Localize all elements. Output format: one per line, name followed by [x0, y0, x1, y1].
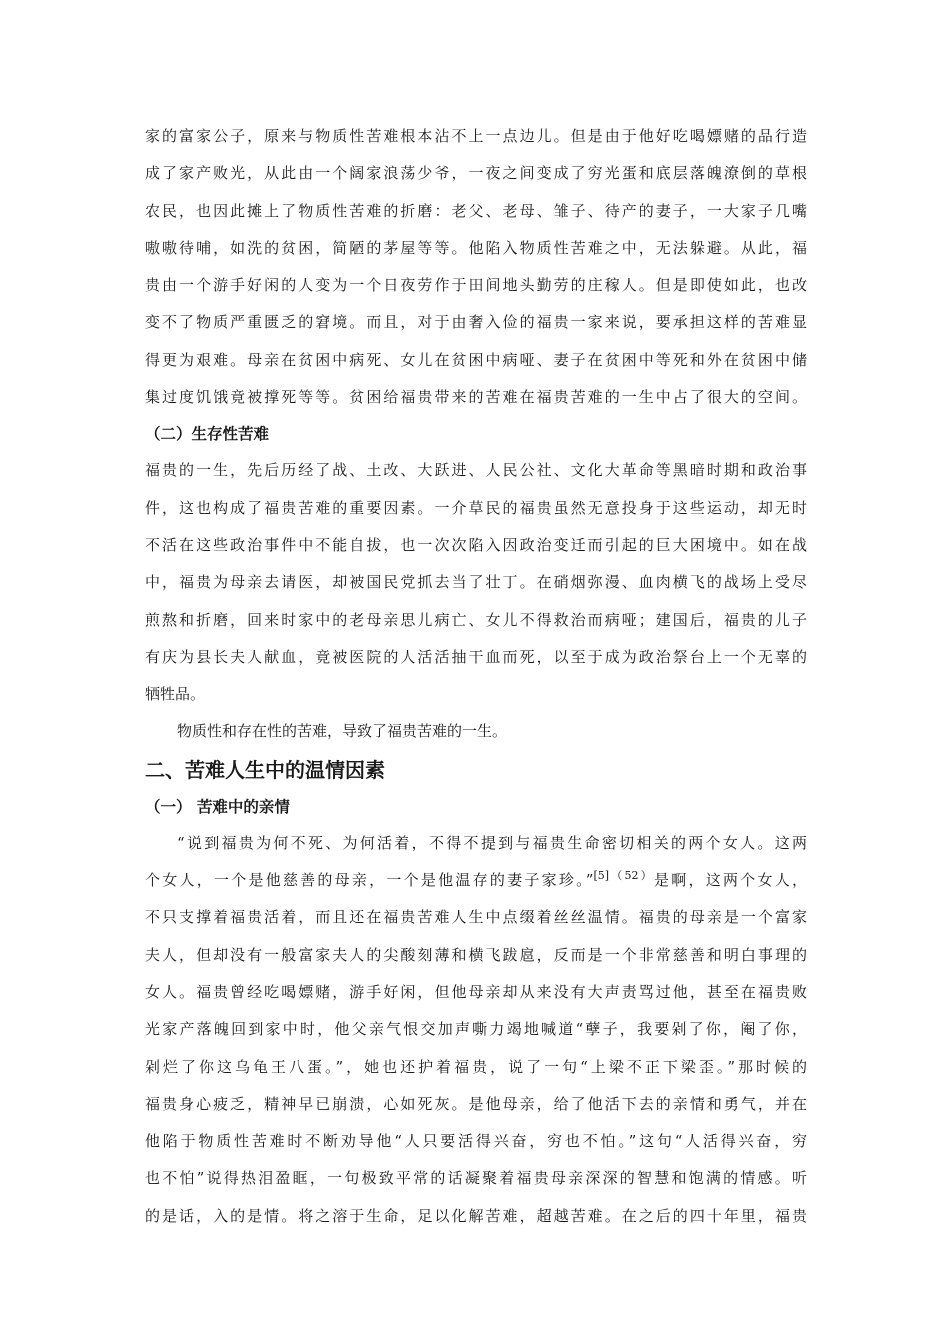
chapter-heading-warmth: 二、苦难人生中的温情因素 — [145, 757, 385, 782]
text-line: “说到福贵为何不死、为何活着，不得不提到与福贵生命密切相关的两个女人。这两 — [177, 833, 807, 852]
text-line: 煎熬和折磨，回来时家中的老母亲思儿病亡、女儿不得救治而病哑；建国后，福贵的儿子 — [145, 610, 807, 629]
text-line: 件，这也构成了福贵苦难的重要因素。一介草民的福贵虽然无意投身于这些运动，却无时 — [145, 498, 807, 517]
text-line: 集过度饥饿竟被撑死等等。贫困给福贵带来的苦难在福贵苦难的一生中占了很大的空间。 — [145, 388, 807, 407]
text-line: 贵由一个游手好闲的人变为一个日夜劳作于田间地头勤劳的庄稼人。但是即使如此，也改 — [145, 276, 807, 295]
text-line: 的是话，入的是情。将之溶于生命，足以化解苦难，超越苦难。在之后的四十年里，福贵 — [145, 1206, 807, 1225]
paragraph-material-hardship — [145, 118, 807, 416]
text-line: 农民，也因此摊上了物质性苦难的折磨：老父、老母、雏子、待产的妻子，一大家子几嘴 — [145, 201, 807, 220]
section-heading-family-love: （一） 苦难中的亲情 — [145, 797, 290, 816]
text-line: 不只支撑着福贵活着，而且还在福贵苦难人生中点缀着丝丝温情。福贵的母亲是一个富家 — [145, 908, 807, 927]
text-line: 有庆为县长夫人献血，竟被医院的人活活抽干血而死，以至于成为政治祭台上一个无辜的 — [145, 647, 807, 666]
text-line: 牺牲品。 — [145, 685, 206, 704]
text-line: 他陷于物质性苦难时不断劝导他“人只要活得兴奋，穷也不怕。”这句“人活得兴奋，穷 — [145, 1132, 807, 1151]
text-line: 中，福贵为母亲去请医，却被国民党抓去当了壮丁。在硝烟弥漫、血肉横飞的战场上受尽 — [145, 573, 807, 592]
text-line: 成了家产败光，从此由一个阔家浪荡少爷，一夜之间变成了穷光蛋和底层落魄潦倒的草根 — [145, 164, 807, 183]
text-line: 嗷嗷待哺，如洗的贫困，简陋的茅屋等等。他陷入物质性苦难之中，无法躲避。从此，福 — [145, 238, 807, 257]
section-heading-survival-hardship: （二）生存性苦难 — [145, 425, 270, 444]
text-line: 变不了物质严重匮乏的窘境。而且，对于由奢入俭的福贵一家来说，要承担这样的苦难显 — [145, 313, 807, 332]
document-page — [145, 118, 807, 1235]
text-span: 是啊，这两个女人， — [654, 871, 807, 890]
citation-mark: [5]（52） — [593, 869, 655, 883]
text-line: 夫人，但却没有一般富家夫人的尖酸刻薄和横飞跋扈，反而是一个非常慈善和明白事理的 — [145, 945, 807, 964]
paragraph-survival-hardship — [145, 452, 807, 713]
paragraph-family-love — [145, 825, 807, 1235]
text-span: 个女人，一个是他慈善的母亲，一个是他温存的妻子家珍。” — [145, 871, 594, 890]
text-line-with-citation — [145, 862, 807, 899]
text-line: 得更为艰难。母亲在贫困中病死、女儿在贫困中病哑、妻子在贫困中等死和外在贫困中储 — [145, 350, 807, 369]
text-line: 福贵的一生，先后历经了战、土改、大跃进、人民公社、文化大革命等黑暗时期和政治事 — [145, 461, 807, 480]
text-line: 光家产落魄回到家中时，他父亲气恨交加声嘶力竭地喊道“孽子，我要剁了你，阉了你， — [145, 1020, 807, 1039]
text-line: 女人。福贵曾经吃喝嫖赌，游手好闲，但他母亲却从来没有大声责骂过他，甚至在福贵败 — [145, 982, 807, 1001]
text-line: 也不怕”说得热泪盈眶，一句极致平常的话凝聚着福贵母亲深深的智慧和饱满的情感。听 — [145, 1169, 807, 1188]
text-line: 不活在这些政治事件中不能自拔，也一次次陷入因政治变迁而引起的巨大困境中。如在战 — [145, 535, 807, 554]
summary-line: 物质性和存在性的苦难，导致了福贵苦难的一生。 — [177, 722, 508, 741]
text-line: 剁烂了你这乌龟王八蛋。”，她也还护着福贵，说了一句“上梁不正下梁歪。”那时候的 — [145, 1057, 807, 1076]
text-line: 家的富家公子，原来与物质性苦难根本沾不上一点边儿。但是由于他好吃喝嫖赌的品行造 — [145, 127, 807, 145]
text-line: 福贵身心疲乏，精神早已崩溃，心如死灰。是他母亲，给了他活下去的亲情和勇气，并在 — [145, 1094, 807, 1113]
